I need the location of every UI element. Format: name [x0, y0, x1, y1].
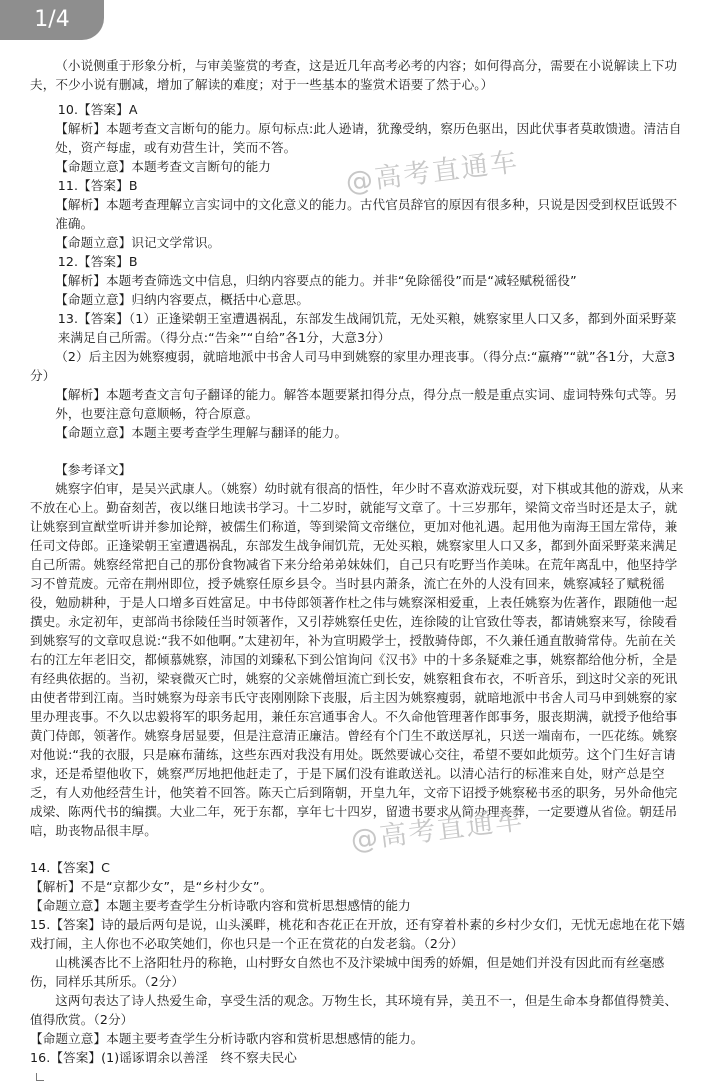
paragraph: 【解析】本题考查文言句子翻译的能力。解答本题要紧扣得分点，得分点一般是重点实词、虚词特殊句式等。另外，也要注意句意顺畅，符合原意。: [55, 387, 678, 421]
paragraph: 【命题立意】识记文学常识。: [55, 235, 221, 250]
paragraph: （2）后主因为姚察瘦弱，就暗地派中书舍人司马申到姚察的家里办理丧事。（得分点:“羸瘠”“就”各1分，大意3分）: [30, 349, 676, 383]
paragraph: 13.【答案】（1）正逢梁朝王室遭遇祸乱，东部发生战闹饥荒，无处买粮，姚察家里人口又多，都到外面采野菜来满足自己所需。（得分点:“告籴”“自给”各1分，大意3分）: [57, 311, 677, 345]
paragraph: 【命题立意】本题主要考查学生理解与翻译的能力。: [55, 425, 348, 440]
paragraph: （小说侧重于形象分析，与审美鉴赏的考查，这是近几年高考必考的内容；如何得高分，需要在小说解读上下功夫，不少小说有删减，增加了解读的难度；对于一些基本的鉴赏术语要了然于心。）: [30, 58, 678, 92]
spacer: [30, 442, 686, 460]
paragraph: 【解析】本题考查文言断句的能力。原句标点:此人逊请，犹豫受纳，察历色驱出，因此伏事者莫敢馈遗。清洁自处，资产每虚，或有劝营生计，笑而不答。: [55, 121, 682, 155]
paragraph: 11.【答案】B: [57, 178, 138, 193]
paragraph: 【命题立意】本题主要考查学生分析诗歌内容和赏析思想感情的能力: [30, 898, 411, 913]
paragraph: 姚察字伯审，是吴兴武康人。（姚察）幼时就有很高的悟性，年少时不喜欢游戏玩耍，对下棋或其他的游戏，从来不放在心上。勤奋刻苦，夜以继日地读书学习。十二岁时，就能写文章了。十三岁那年，梁简文帝当时还是太子，就让姚察到宣猷堂听讲并参加论辩，被儒生们称道，等到梁简文帝继位，更加对他礼遇。起用他为南海王国左常侍，兼任司文侍郎。正逢梁朝王室遭遇祸乱，东部发生战争闹饥荒，无处买粮，姚察家里人口又多，都到外面采野菜来满足自己所需。姚察经常把自己的那份食物减省下来分给弟弟妹妹们，自己只有吃野当作美味。在荒年离乱中，他坚持学习不曾荒废。元帝在荆州即位，授予姚察任原乡县令。当时县内萧条，流亡在外的人没有回来，姚察减轻了赋税徭役，勉励耕种，于是人口增多百姓富足。中书侍郎领著作杜之伟与姚察深相爱重，上表任姚察为佐著作，跟随他一起撰史。永定初年，吏部尚书徐陵任当时领著作，又引荐姚察任史佐，连徐陵的让官致仕等表，都请姚察来写，徐陵看到姚察写的文章叹息说:“我不如他啊。”太建初年，补为宣明殿学士，授散骑侍郎，不久兼任通直散骑常侍。先前在关右的江左年老旧交，都倾慕姚察，沛国的刘臻私下到公馆询问《汉书》中的十多条疑难之事，姚察都给他分析，全是有经典依据的。当初，梁衰微灭亡时，姚察的父亲姚僧垣流亡到长安，姚察粗食布衣，不听音乐，到这时父亲的死讯由使者带到江南。当时姚察为母亲韦氏守丧刚刚除下丧服，后主因为姚察瘦弱，就暗地派中书舍人司马申到姚察的家里办理丧事。不久以忠毅将军的职务起用，兼任东宫通事舍人。不久命他管理著作郎事务，服丧期满，就授予他给事黄门侍郎，领著作。姚察身居显要，但是注意清正廉洁。曾经有个门生不敢送厚礼，只送一端南布，一匹花练。姚察对他说:“我的衣服，只是麻布蒲练，这些东西对我没有用处。既然要诚心交往，希望不要如此烦劳。这个门生好言请求，还是希望他收下，姚察严厉地把他赶走了，于是下属们没有谁敢送礼。以清心洁行的标准来自处，财产总是空乏，有人劝他经营生计，他笑着不回答。陈天亡后到隋朝，开皇九年，文帝下诏授予姚察秘书丞的职务，另外命他完成梁、陈两代书的编撰。大业二年，死于东都，享年七十四岁，留遗书要求从简办理丧葬，一定要遵从省俭。朝廷吊唁，助丧物品很丰厚。: [30, 481, 684, 838]
watermark: @高考直通车: [349, 804, 526, 857]
spacer: [30, 840, 686, 858]
paragraph: 山桃溪杏比不上洛阳牡丹的称艳，山村野女自然也不及汴梁城中闺秀的娇媚，但是她们并没有因此而有丝毫感伤，同样乐其所乐。（2分）: [30, 955, 665, 989]
page-indicator: 1/4: [0, 0, 104, 40]
paragraph: 14.【答案】C: [30, 860, 110, 875]
corner-mark: [36, 1073, 44, 1081]
paragraph: 16.【答案】(1)谣诼谓余以善淫 终不察夫民心: [30, 1050, 297, 1065]
watermark: @高考直通车: [344, 146, 521, 199]
paragraph: 【命题立意】本题考查文言断句的能力: [55, 159, 271, 174]
paragraph: 【命题立意】归纳内容要点，概括中心意思。: [55, 292, 310, 307]
document-body: [30, 56, 686, 1067]
paragraph: 10.【答案】A: [57, 102, 138, 117]
paragraph: 【命题立意】本题主要考查学生分析诗歌内容和赏析思想感情的能力。: [30, 1031, 424, 1046]
paragraph: 【解析】本题考查筛选文中信息，归纳内容要点的能力。并非“免除徭役”而是“减轻赋税徭役”: [55, 273, 577, 288]
paragraph: 【解析】不是“京都少女”，是“乡村少女”。: [30, 879, 273, 894]
paragraph: 【参考译文】: [55, 462, 132, 477]
paragraph: 【解析】本题考查理解立言实词中的文化意义的能力。古代官员辞官的原因有很多种，只说是因受到权臣诋毁不准确。: [55, 197, 678, 231]
paragraph: 这两句表达了诗人热爱生命，享受生活的观念。万物生长，其环境有异，美丑不一，但是生命本身都值得赞美、值得欣赏。（2分）: [30, 993, 678, 1027]
paragraph: 15.【答案】诗的最后两句是说，山头溪畔，桃花和杏花正在开放，还有穿着朴素的乡村少女们，无忧无虑地在花下嬉戏打闹，主人你也不必取笑她们，你也只是一个正在赏花的白发老翁。（2分）: [30, 917, 686, 951]
paragraph: 12.【答案】B: [57, 254, 138, 269]
